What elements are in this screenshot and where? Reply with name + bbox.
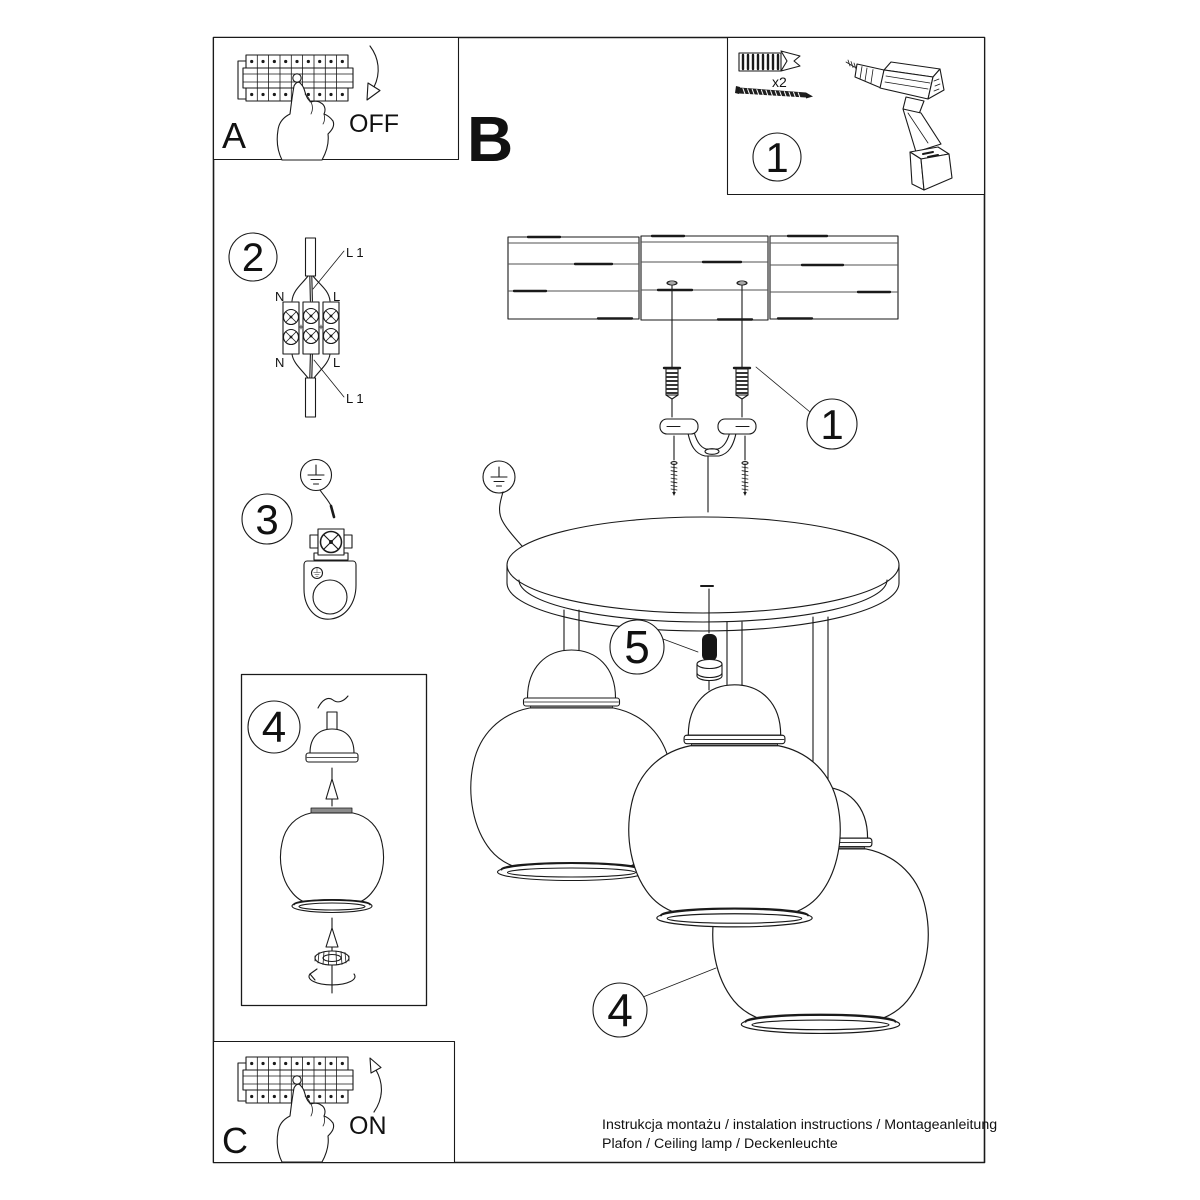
hardware-quantity: x2	[772, 74, 787, 90]
callout-shade-number: 4	[607, 984, 633, 1036]
panel-hardware	[728, 38, 985, 195]
callout-bracket	[756, 367, 857, 449]
wire-label-n-top: N	[275, 289, 285, 304]
wire-label-l1-top: L 1	[346, 245, 364, 260]
callout-step4-number: 4	[261, 703, 287, 752]
callout-step2	[229, 233, 277, 281]
wire-label-l-top: L	[333, 289, 341, 304]
section-b-label: B	[467, 103, 514, 175]
step-ground	[242, 460, 356, 620]
wire-label-l1-bottom: L 1	[346, 391, 364, 406]
callout-step3-number: 3	[255, 496, 279, 543]
callout-step3	[242, 494, 292, 544]
wall-anchor-right	[734, 368, 750, 399]
callout-hardware-number: 1	[765, 134, 789, 181]
callout-step4	[248, 701, 300, 753]
callout-hardware	[753, 133, 801, 181]
callout-step2-number: 2	[241, 236, 265, 280]
panel-on-action: ON	[349, 1112, 387, 1140]
ceiling-screw-right	[737, 281, 747, 367]
footer-line2: Plafon / Ceiling lamp / Deckenleuchte	[602, 1136, 838, 1152]
wire-label-l-bottom: L	[333, 355, 341, 370]
callout-grip-number: 5	[624, 621, 650, 673]
cord-grip-illustration	[697, 634, 722, 681]
step-shade-box	[242, 675, 427, 1006]
wall-anchor-left	[664, 368, 680, 399]
panel-off-label: A	[222, 115, 247, 156]
ceiling-illustration	[508, 236, 898, 320]
terminal-block-illustration	[283, 238, 339, 417]
panel-power-off	[214, 38, 459, 161]
step-wiring	[229, 233, 364, 417]
panel-on-label: C	[222, 1120, 248, 1161]
footer-line1: Instrukcja montażu / instalation instructions / Montageanleitung	[602, 1117, 998, 1133]
ground-symbol-icon	[301, 460, 332, 491]
canopy-screw-right	[742, 462, 748, 496]
panel-power-on	[214, 1042, 455, 1163]
footer	[602, 1117, 997, 1152]
lamp-middle	[629, 622, 840, 927]
wall-plug-icon	[739, 51, 800, 71]
assembly-drawing	[471, 236, 928, 1037]
callout-bracket-number: 1	[820, 401, 844, 448]
ceiling-screw-left	[667, 281, 677, 367]
callout-shade	[593, 968, 716, 1037]
ground-terminal-illustration	[304, 529, 356, 619]
wire-label-n-bottom: N	[275, 355, 285, 370]
ground-symbol-main-icon	[483, 461, 522, 546]
canopy-screw-left	[671, 462, 677, 496]
panel-off-action: OFF	[349, 110, 399, 138]
canopy-illustration	[507, 517, 899, 631]
